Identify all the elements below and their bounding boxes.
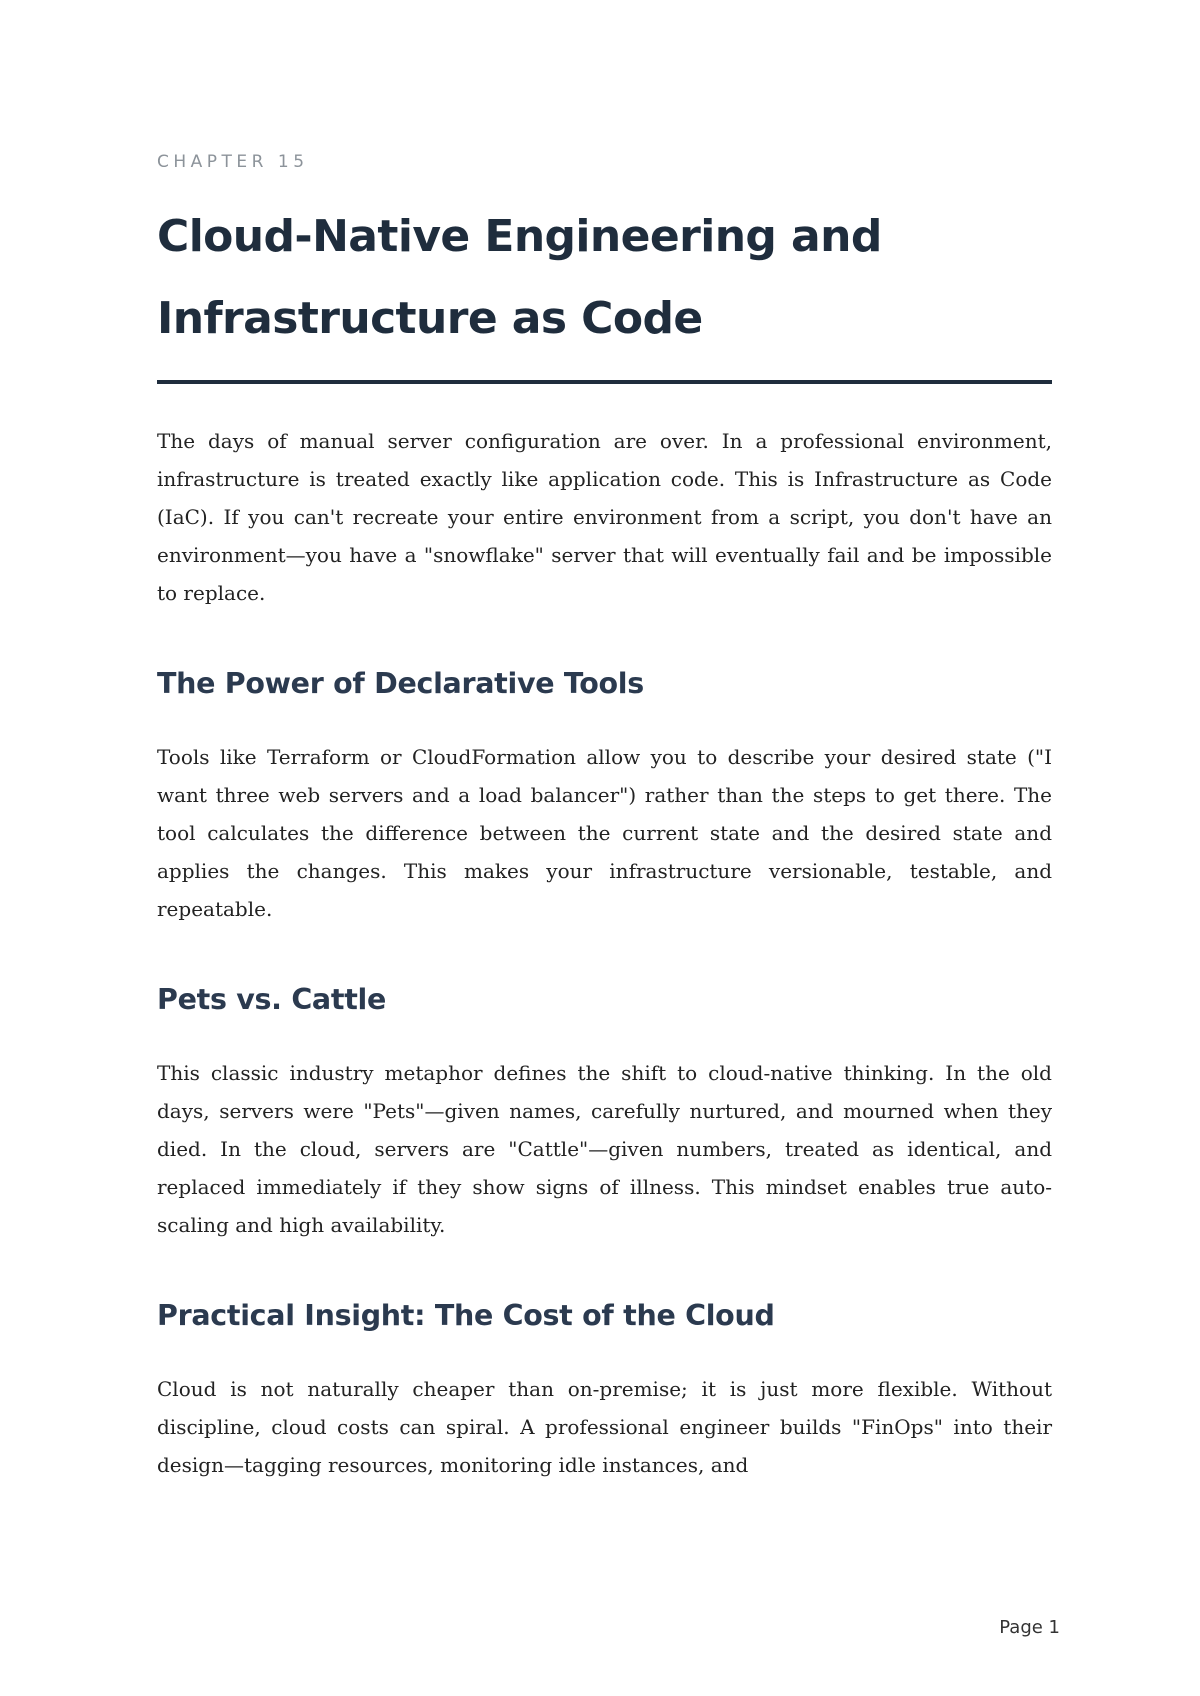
- page-number: Page 1: [999, 1617, 1060, 1638]
- chapter-title: [157, 196, 1052, 360]
- section-heading-declarative-tools: The Power of Declarative Tools: [157, 667, 644, 700]
- page-content: [157, 150, 1052, 1484]
- section-heading-cost-of-cloud: Practical Insight: The Cost of the Cloud: [157, 1299, 775, 1332]
- title-divider: [157, 380, 1052, 384]
- section-paragraph-cost-of-cloud: Cloud is not naturally cheaper than on-premise; it is just more flexible. Without discipline, cloud costs can spiral. A professional engineer builds "FinOps" into their design—tagging resources, monitoring idle instances, and: [157, 1377, 1052, 1477]
- chapter-title-line-2: Infrastructure as Code: [157, 293, 703, 344]
- chapter-title-line-1: Cloud-Native Engineering and: [157, 211, 882, 262]
- section-paragraph-declarative-tools: Tools like Terraform or CloudFormation allow you to describe your desired state ("I want three web servers and a load balancer") rather than the steps to get there. The tool calculates the difference between the current state and the desired state and applies the changes. This makes your infrastructure versionable, testable, and repeatable.: [157, 745, 1052, 921]
- section-paragraph-pets-vs-cattle: This classic industry metaphor defines the shift to cloud-native thinking. In the old days, servers were "Pets"—given names, carefully nurtured, and mourned when they died. In the cloud, servers are "Cattle"—given numbers, treated as identical, and replaced immediately if they show signs of illness. This mindset enables true auto-scaling and high availability.: [157, 1061, 1052, 1237]
- chapter-label: CHAPTER 15: [157, 152, 309, 172]
- intro-paragraph: The days of manual server configuration are over. In a professional environment, infrastructure is treated exactly like application code. This is Infrastructure as Code (IaC). If you can't recreate your entire environment from a script, you don't have an environment—you have a "snowflake" server that will eventually fail and be impossible to replace.: [157, 429, 1052, 605]
- section-heading-pets-vs-cattle: Pets vs. Cattle: [157, 983, 387, 1016]
